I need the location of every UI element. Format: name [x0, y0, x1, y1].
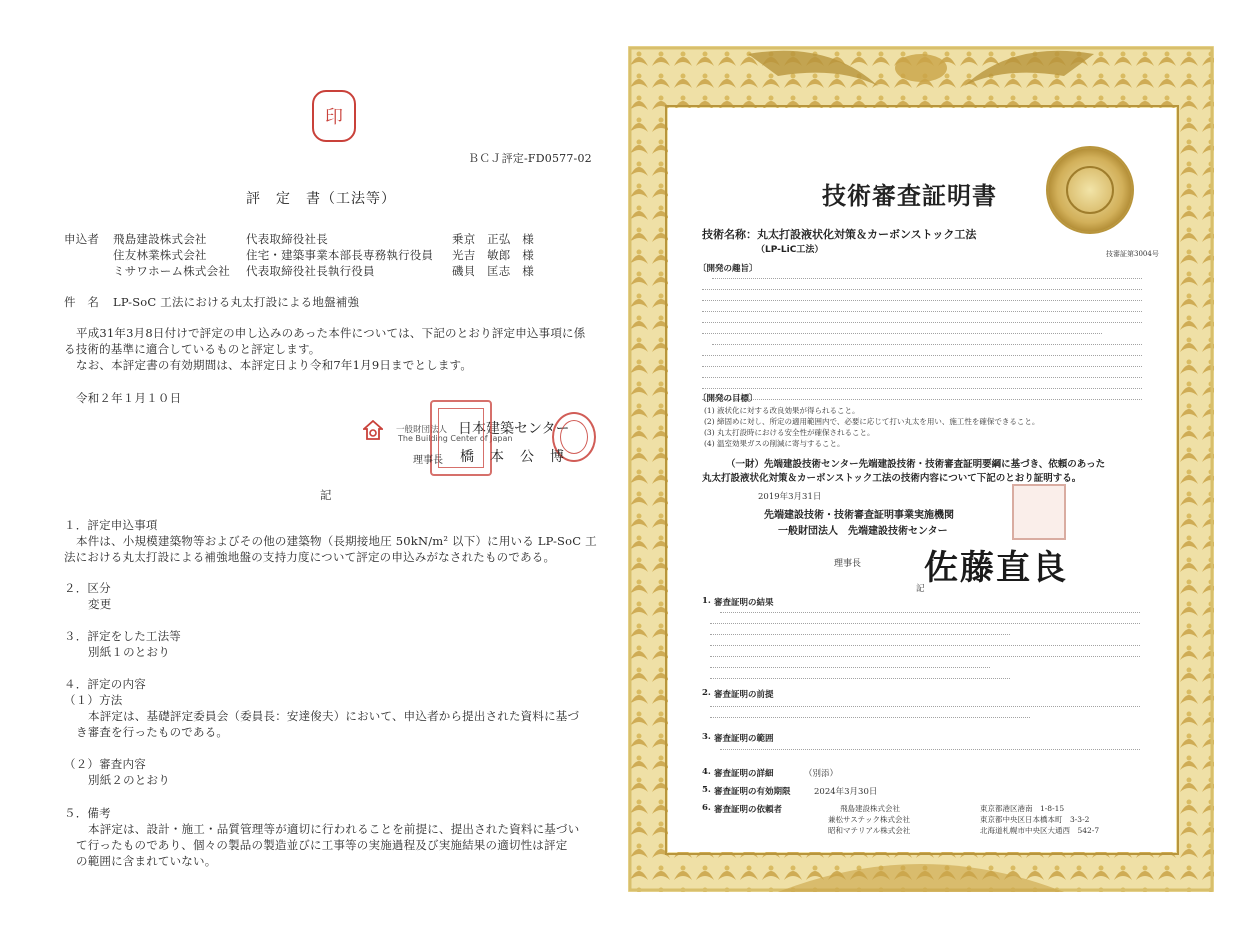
- cert-section-3-head: 審査証明の範囲: [714, 734, 774, 744]
- section-4-1-line-1: 本評定は、基礎評定委員会（委員長：安達俊夫）において、申込者から提出された資料に基づ: [88, 709, 580, 723]
- applicant-name-2: 光吉 敏郎 様: [452, 248, 534, 262]
- client-3: 昭和マテリアル株式会社: [828, 826, 911, 835]
- cert-section-4-note: （別添）: [804, 769, 839, 779]
- org-prefix: 一般財団法人: [396, 425, 448, 435]
- applicant-label: 申込者: [64, 232, 100, 246]
- cert-section-4-num: 4.: [702, 767, 711, 777]
- applicant-name-1: 乗京 正弘 様: [452, 232, 534, 246]
- gold-medallion-seal: [1046, 146, 1134, 234]
- goal-4: (4) 温室効果ガスの削減に寄与すること。: [704, 439, 845, 448]
- bcj-logo-icon: [363, 420, 383, 440]
- section-1-line-1: 本件は、小規模建築物等およびその他の建築物（長期接地圧 50kN/m² 以下）に用いる LP-SoC 工: [76, 534, 597, 548]
- client-address-3: 北海道札幌市中央区大通西 542-7: [980, 826, 1100, 835]
- cert-section-1-num: 1.: [702, 596, 711, 606]
- section-1-line-2: 法における丸太打設による補強地盤の支持力度について評定の申込みがなされたものである。: [64, 550, 556, 564]
- body-line-2: る技術的基準に適合しているものと評定します。: [64, 342, 321, 356]
- cert-ki-heading: 記: [916, 584, 925, 594]
- section-2-body: 変更: [88, 597, 112, 611]
- section-4-heading: ４．評定の内容: [64, 677, 146, 691]
- certificate: [628, 46, 1214, 892]
- cert-section-5-note: 2024年3月30日: [814, 787, 878, 797]
- cert-section-4-head: 審査証明の詳細: [714, 769, 774, 779]
- section-5-line-3: の範囲に含まれていない。: [76, 854, 217, 868]
- subject-label: 件 名: [64, 295, 100, 309]
- document-number: ＢＣＪ評定-FD0577-02: [468, 152, 592, 165]
- section-5-line-2: て行ったものであり、個々の製品の製造並びに工事等の実施過程及び実施結果の適切性は評定: [76, 838, 568, 852]
- section-2-heading: ２．区分: [64, 581, 111, 595]
- cert-section-6-num: 6.: [702, 803, 711, 813]
- applicant-role-3: 代表取締役社長執行役員: [246, 264, 375, 278]
- client-address-2: 東京都中央区日本橋本町 3-3-2: [980, 815, 1090, 824]
- org-name-en: The Building Center of Japan: [398, 434, 513, 443]
- body-line-3: なお、本評定書の有効期間は、本評定日より令和7年1月9日までとします。: [76, 358, 473, 372]
- document-date: 令和２年１月１０日: [76, 391, 182, 405]
- section-3-body: 別紙１のとおり: [88, 645, 170, 659]
- applicant-company-3: ミサワホーム株式会社: [113, 264, 230, 278]
- section-4-2-body: 別紙２のとおり: [88, 773, 170, 787]
- corner-seal-text: 印: [325, 107, 343, 128]
- body-line-1: 平成31年3月8日付けで評定の申し込みのあった本件については、下記のとおり評定申込事項に係: [76, 326, 586, 340]
- goal-1: (1) 液状化に対する改良効果が得られること。: [704, 406, 860, 415]
- cert-section-3-num: 3.: [702, 732, 711, 742]
- issue-date: 2019年3月31日: [758, 492, 822, 502]
- client-address-1: 東京都港区港南 1-8-15: [980, 804, 1065, 813]
- issuer-seal: [1012, 484, 1066, 540]
- goal-3: (3) 丸太打設時における安全性が確保されること。: [704, 428, 875, 437]
- tech-subname: （LP-LiC工法）: [756, 245, 824, 255]
- statement-line-2: 丸太打設液状化対策＆カーボンストック工法の技術内容について下記のとおり証明する。: [702, 473, 1082, 484]
- applicant-company-2: 住友林業株式会社: [113, 248, 207, 262]
- president-label: 理事長: [413, 455, 443, 466]
- cert-president-signature: 佐藤直良: [924, 548, 1068, 588]
- development-purpose-heading: 〔開発の趣旨〕: [698, 264, 758, 274]
- tech-name: 技術名称：丸太打設液状化対策＆カーボンストック工法: [702, 228, 977, 241]
- section-1-heading: １．評定申込事項: [64, 518, 158, 532]
- statement-line-1: （一財）先端建設技術センター先端建設技術・技術審査証明要綱に基づき、依頼のあった: [726, 459, 1106, 470]
- section-4-2-heading: （２）審査内容: [64, 757, 146, 771]
- document-title: 評 定 書（工法等）: [246, 191, 396, 207]
- cert-section-6-head: 審査証明の依頼者: [714, 805, 783, 815]
- cert-president-label: 理事長: [834, 559, 862, 569]
- issuer-line-2: 一般財団法人 先端建設技術センター: [778, 526, 948, 537]
- cert-section-2-num: 2.: [702, 688, 711, 698]
- president-name: 橋 本 公 博: [460, 449, 565, 465]
- cert-section-1-head: 審査証明の結果: [714, 598, 774, 608]
- cert-section-3-text: [720, 749, 1140, 752]
- goal-2: (2) 締固めに対し、所定の適用範囲内で、必要に応じて打い丸太を用い、施工性を確保できること。: [704, 417, 1040, 426]
- section-4-1-heading: （１）方法: [64, 693, 123, 707]
- applicant-company-1: 飛島建設株式会社: [113, 232, 207, 246]
- applicant-role-1: 代表取締役社長: [246, 232, 328, 246]
- section-3-heading: ３．評定をした工法等: [64, 629, 181, 643]
- section-4-1-line-2: き審査を行ったものである。: [76, 725, 229, 739]
- org-name: 日本建築センター: [458, 421, 570, 437]
- section-5-line-1: 本評定は、設計・施工・品質管理等が適切に行われることを前提に、提出された資料に基づい: [88, 822, 580, 836]
- cert-section-5-num: 5.: [702, 785, 711, 795]
- certificate-number: 技審証第3004号: [1106, 250, 1159, 258]
- client-2: 兼松サステック株式会社: [828, 815, 911, 824]
- ki-heading: 記: [320, 488, 332, 502]
- section-5-heading: ５．備考: [64, 806, 111, 820]
- subject-text: LP-SoC 工法における丸太打設による地盤補強: [113, 295, 360, 309]
- development-goal-heading: 〔開発の目標〕: [698, 394, 758, 404]
- certificate-title: 技術審査証明書: [822, 181, 997, 210]
- client-1: 飛島建設株式会社: [840, 804, 900, 813]
- applicant-role-2: 住宅・建築事業本部長専務執行役員: [246, 248, 434, 262]
- applicant-name-3: 磯貝 匡志 様: [452, 264, 534, 278]
- cert-section-5-head: 審査証明の有効期限: [714, 787, 791, 797]
- issuer-line-1: 先端建設技術・技術審査証明事業実施機関: [764, 510, 954, 521]
- corner-seal-stamp: [312, 90, 356, 142]
- cert-section-2-head: 審査証明の前提: [714, 690, 774, 700]
